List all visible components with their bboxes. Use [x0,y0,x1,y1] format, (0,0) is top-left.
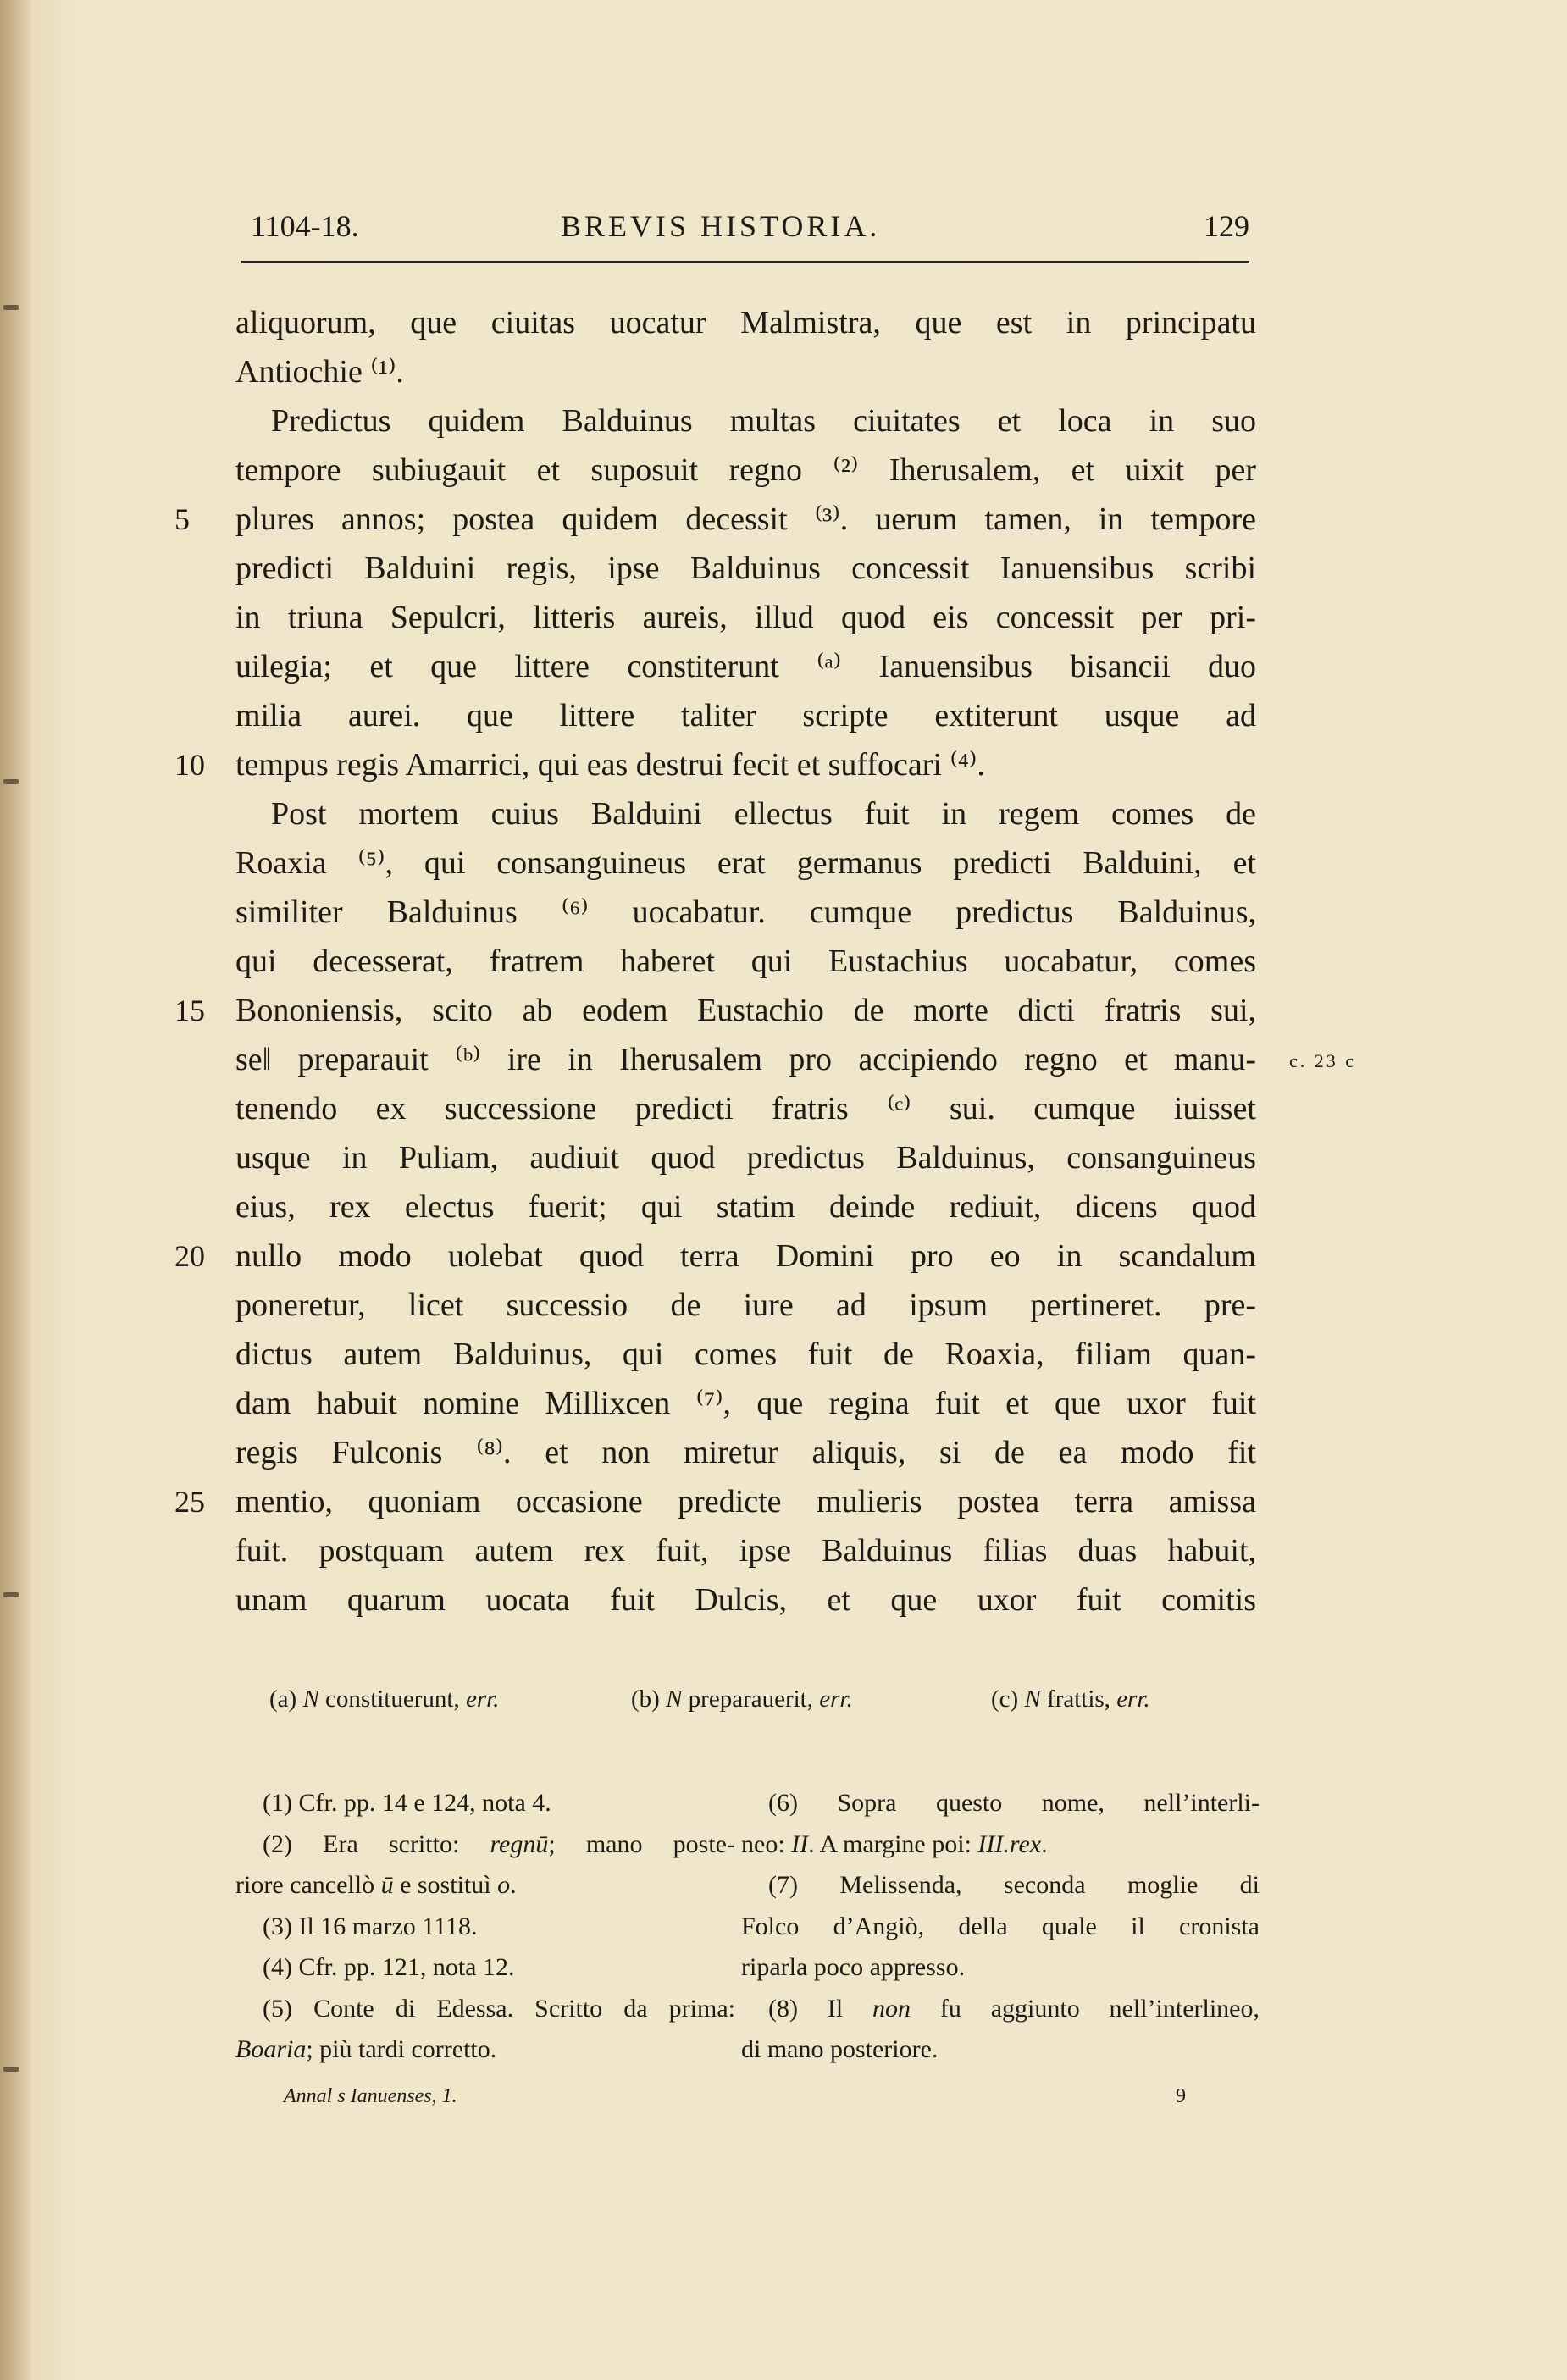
text-line [235,937,1256,986]
note-segment: N [302,1685,319,1713]
text-line [235,446,1256,495]
text-line [235,1330,1256,1379]
note-segment: N [666,1685,683,1713]
note-segment: (7) Melissenda, seconda moglie di [768,1871,1260,1899]
note-segment: err. [465,1685,500,1713]
line-text: dam habuit nomine Millixcen ⁽⁷⁾, que regina fuit et que uxor fuit [235,1386,1256,1421]
note-segment: (1) Cfr. pp. 14 e 124, nota 4. [263,1789,551,1817]
footnote-line [741,1783,1260,1824]
text-line [235,593,1256,642]
text-line [174,1477,1256,1526]
line-text: usque in Puliam, audiuit quod predictus Balduinus, consanguineus [235,1140,1256,1176]
text-line [235,1526,1256,1575]
line-text: milia aurei. que littere taliter scripte extiterunt usque ad [235,698,1256,733]
footnote-line [235,1947,735,1989]
line-number: 10 [174,748,205,782]
line-text: nullo modo uolebat quod terra Domini pro eo in scandalum [235,1238,1256,1274]
footnote-line [235,2029,735,2071]
note-segment: riparla poco appresso. [741,1953,966,1981]
footnote-line [235,1824,735,1866]
note-segment: . [510,1871,517,1899]
text-line [235,1379,1256,1428]
note-segment: fu aggiunto nell’interlineo, [911,1994,1260,2023]
note-segment: ; mano poste- [548,1829,735,1858]
text-line [235,396,1256,446]
note-segment: e sostituì [393,1871,498,1899]
line-text: uilegia; et que littere constiterunt ⁽ᵃ⁾ Ianuensibus bisancii duo [235,649,1256,684]
text-line [235,1133,1256,1182]
text-line [174,986,1256,1035]
notes-left-column [235,1783,735,2071]
book-binding-edge [0,0,32,2380]
line-text: Antiochie ⁽¹⁾. [235,354,404,390]
header-title: BREVIS HISTORIA. [561,209,881,243]
line-text: tempore subiugauit et suposuit regno ⁽²⁾ Iherusalem, et uixit per [235,452,1256,488]
binding-stitch [3,305,19,310]
line-text: Predictus quidem Balduinus multas ciuitates et loca in suo [271,403,1256,439]
footnote-line [235,1783,735,1824]
note-segment: (c) [991,1685,1025,1713]
line-text: qui decesserat, fratrem haberet qui Eustachius uocabatur, comes [235,944,1256,979]
footnote-line [741,1907,1260,1948]
line-text: Post mortem cuius Balduini ellectus fuit in regem comes de [271,796,1256,832]
line-text: se‖ preparauit ⁽ᵇ⁾ ire in Iherusalem pro accipiendo regno et manu- [235,1042,1256,1077]
line-text: fuit. postquam autem rex fuit, ipse Balduinus filias duas habuit, [235,1533,1256,1569]
text-line [235,789,1256,839]
line-text: plures annos; postea quidem decessit ⁽³⁾. uerum tamen, in tempore [235,501,1256,537]
note-segment: N [1024,1685,1041,1713]
footnote-line [741,1947,1260,1989]
text-line [235,888,1256,937]
text-line [235,1035,1256,1084]
text-line [235,298,1256,347]
note-segment: neo: [741,1829,792,1858]
page-number: 129 [1204,209,1249,243]
header-rule [241,261,1249,263]
critical-note [269,1685,499,1713]
line-number: 15 [174,994,205,1027]
note-segment: II [791,1829,809,1858]
line-number: 25 [174,1485,205,1519]
line-text: poneretur, licet successio de iure ad ipsum pertineret. pre- [235,1287,1256,1323]
note-segment: (4) Cfr. pp. 121, nota 12. [263,1953,515,1981]
note-segment: err. [1116,1685,1150,1713]
note-segment: frattis, [1040,1685,1117,1713]
line-number: 20 [174,1239,205,1273]
note-segment: non [872,1994,911,2023]
note-segment: riore cancellò [235,1871,381,1899]
line-text: regis Fulconis ⁽⁸⁾. et non miretur aliquis, si de ea modo fit [235,1435,1256,1470]
binding-stitch [3,2067,19,2072]
text-line [235,544,1256,593]
note-segment: . A margine poi: [808,1829,978,1858]
line-text: tempus regis Amarrici, qui eas destrui fecit et suffocari ⁽⁴⁾. [235,747,985,783]
text-line [235,1575,1256,1624]
line-text: aliquorum, que ciuitas uocatur Malmistra, que est in principatu [235,305,1256,340]
line-number: 5 [174,502,190,536]
line-text: unam quarum uocata fuit Dulcis, et que uxor fuit comitis [235,1582,1256,1618]
note-segment: Folco d’Angiò, della quale il cronista [741,1912,1260,1940]
main-text [174,298,1256,1624]
text-line [235,1281,1256,1330]
note-segment: ū [380,1871,394,1899]
text-line [235,839,1256,888]
note-segment: di mano posteriore. [741,2035,939,2063]
signature-left [284,2085,457,2108]
critical-note [631,1685,853,1713]
notes-right-column [741,1783,1260,2071]
note-segment: (3) Il 16 marzo 1118. [263,1912,478,1940]
text-line [235,1182,1256,1232]
line-text: eius, rex electus fuerit; qui statim deinde rediuit, dicens quod [235,1189,1256,1225]
binding-stitch [3,779,19,784]
note-segment: (a) [269,1685,303,1713]
line-text: Roaxia ⁽⁵⁾, qui consanguineus erat germanus predicti Balduini, et [235,845,1256,881]
note-segment: (8) Il [768,1994,873,2023]
running-header [246,208,1249,251]
note-segment: preparauerit, [682,1685,820,1713]
text-line [235,1084,1256,1133]
note-segment: (2) Era scritto: [263,1829,490,1858]
line-text: predicti Balduini regis, ipse Balduinus concessit Ianuensibus scribi [235,551,1256,586]
footnote-line [741,1989,1260,2030]
footnote-line [235,1907,735,1948]
line-text: mentio, quoniam occasione predicte mulieris postea terra amissa [235,1484,1256,1519]
note-segment: . [1041,1829,1048,1858]
note-segment: err. [819,1685,853,1713]
note-segment: ; più tardi corretto. [306,2035,497,2063]
text-line [174,495,1256,544]
signature-text: Annal s Ianuenses, 1. [284,2085,457,2107]
text-line [174,1232,1256,1281]
text-line [174,740,1256,789]
note-segment: o [497,1871,511,1899]
note-segment: III.rex [977,1829,1042,1858]
footnote-line [741,1865,1260,1907]
note-segment: (6) Sopra questo nome, nell’interli- [768,1789,1260,1817]
line-text: in triuna Sepulcri, litteris aureis, illud quod eis concessit per pri- [235,600,1256,635]
text-line [235,642,1256,691]
note-segment: constituerunt, [318,1685,466,1713]
footnote-line [741,2029,1260,2071]
header-years: 1104-18. [251,209,359,243]
line-text: dictus autem Balduinus, qui comes fuit de Roaxia, filiam quan- [235,1337,1256,1372]
line-text: Bononiensis, scito ab eodem Eustachio de morte dicti fratris sui, [235,993,1256,1028]
line-text: similiter Balduinus ⁽⁶⁾ uocabatur. cumque predictus Balduinus, [235,894,1256,930]
note-segment: (b) [631,1685,667,1713]
signature-right: 9 [1176,2085,1186,2107]
text-line [235,347,1256,396]
footnote-line [741,1824,1260,1866]
margin-note: c. 23 c [1289,1050,1357,1071]
critical-note [991,1685,1150,1713]
footnote-line [235,1865,735,1907]
note-segment: (5) Conte di Edessa. Scritto da prima: [263,1994,735,2023]
line-text: tenendo ex successione predicti fratris ⁽ᶜ⁾ sui. cumque iuisset [235,1091,1256,1126]
note-segment: regnū [490,1829,549,1858]
text-line [235,691,1256,740]
text-line [235,1428,1256,1477]
note-segment: Boaria [235,2035,307,2063]
binding-stitch [3,1592,19,1597]
footnote-line [235,1989,735,2030]
